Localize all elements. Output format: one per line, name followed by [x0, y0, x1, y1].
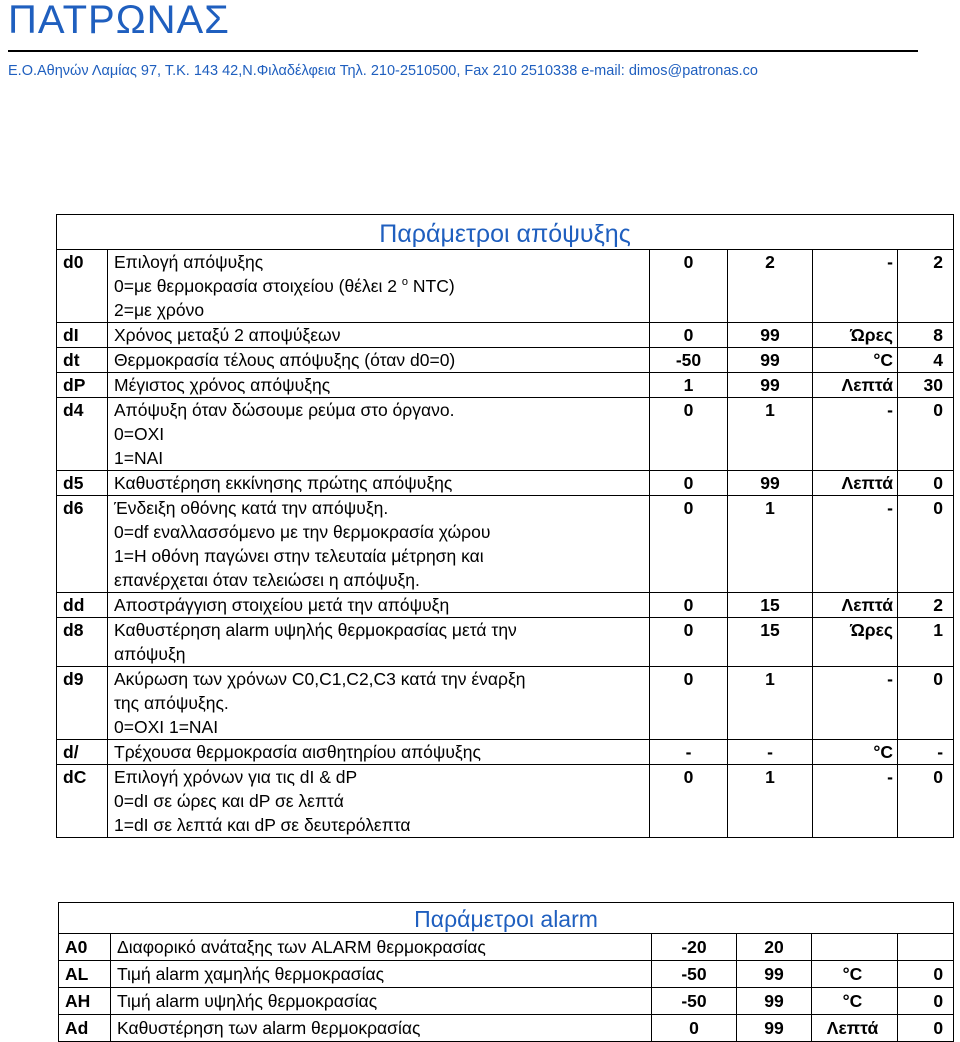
alarm-code: AL [59, 961, 111, 988]
param-max: 99 [728, 373, 813, 398]
param-description [108, 496, 650, 593]
param-max: 99 [728, 348, 813, 373]
description-line: Καθυστέρηση εκκίνησης πρώτης απόψυξης [114, 473, 453, 493]
param-code: d/ [57, 740, 108, 765]
description-line: 0=ΟΧΙ [114, 424, 165, 444]
param-description [108, 348, 650, 373]
description-line: Τρέχουσα θερμοκρασία αισθητηρίου απόψυξης [114, 742, 481, 762]
alarm-min: -50 [652, 988, 737, 1015]
alarm-unit: °C [812, 961, 898, 988]
alarm-max: 99 [737, 1015, 812, 1042]
alarm-max: 99 [737, 988, 812, 1015]
param-max: 1 [728, 667, 813, 740]
description-line: Ακύρωση των χρόνων C0,C1,C2,C3 κατά την έναρξη [114, 669, 526, 689]
param-default: 4 [898, 348, 954, 373]
param-description [108, 667, 650, 740]
alarm-code: Ad [59, 1015, 111, 1042]
param-code: d4 [57, 398, 108, 471]
description-line: 1=ΝΑΙ [114, 448, 164, 468]
table-row [57, 373, 954, 398]
param-default: 0 [898, 667, 954, 740]
description-line: 0=df εναλλασσόμενο με την θερμοκρασία χώρου [114, 522, 491, 542]
param-min: -50 [650, 348, 728, 373]
table-row [59, 988, 954, 1015]
table-row [57, 250, 954, 323]
description-line: Επιλογή απόψυξης [114, 252, 264, 272]
table-row [57, 593, 954, 618]
param-default: 0 [898, 398, 954, 471]
description-line: Απόψυξη όταν δώσουμε ρεύμα στο όργανο. [114, 400, 455, 420]
alarm-unit: °C [812, 988, 898, 1015]
alarm-description: Καθυστέρηση των alarm θερμοκρασίας [111, 1015, 652, 1042]
header-rule [8, 50, 918, 52]
table-row [57, 618, 954, 667]
param-description [108, 593, 650, 618]
description-line: επανέρχεται όταν τελειώσει η απόψυξη. [114, 570, 420, 590]
description-line: 0=dI σε ώρες και dP σε λεπτά [114, 791, 344, 811]
param-unit: Ώρες [813, 618, 898, 667]
param-unit: °C [813, 740, 898, 765]
alarm-min: -50 [652, 961, 737, 988]
table-row [57, 323, 954, 348]
param-code: d9 [57, 667, 108, 740]
table-row [57, 765, 954, 838]
param-default: 0 [898, 496, 954, 593]
alarm-default: 0 [898, 988, 954, 1015]
param-max: 2 [728, 250, 813, 323]
table-row [57, 496, 954, 593]
param-unit: Λεπτά [813, 471, 898, 496]
table-row [59, 961, 954, 988]
contact-line: Ε.Ο.Αθηνών Λαμίας 97, Τ.Κ. 143 42,Ν.Φιλαδέλφεια Τηλ. 210-2510500, Fax 210 2510338 e-mail: dimos@patronas.co [8, 63, 758, 79]
description-line: Καθυστέρηση alarm υψηλής θερμοκρασίας μετά την [114, 620, 517, 640]
description-line: 1=Η οθόνη παγώνει στην τελευταία μέτρηση και [114, 546, 484, 566]
param-default: 2 [898, 593, 954, 618]
param-unit: Λεπτά [813, 373, 898, 398]
table-row [59, 934, 954, 961]
param-unit: °C [813, 348, 898, 373]
param-max: 99 [728, 323, 813, 348]
param-code: dC [57, 765, 108, 838]
table-row [59, 1015, 954, 1042]
param-code: dP [57, 373, 108, 398]
description-line: 1=dI σε λεπτά και dP σε δευτερόλεπτα [114, 815, 411, 835]
param-default: 0 [898, 765, 954, 838]
param-default: - [898, 740, 954, 765]
param-description [108, 471, 650, 496]
param-default: 8 [898, 323, 954, 348]
param-min: - [650, 740, 728, 765]
param-code: d8 [57, 618, 108, 667]
param-min: 0 [650, 667, 728, 740]
table-row [57, 398, 954, 471]
alarm-unit: Λεπτά [812, 1015, 898, 1042]
alarm-description: Τιμή alarm υψηλής θερμοκρασίας [111, 988, 652, 1015]
alarm-min: 0 [652, 1015, 737, 1042]
param-unit: - [813, 667, 898, 740]
param-unit: - [813, 250, 898, 323]
param-max: 99 [728, 471, 813, 496]
param-max: 15 [728, 593, 813, 618]
table-row [57, 471, 954, 496]
param-unit: - [813, 398, 898, 471]
description-line: 0=με θερμοκρασία στοιχείου (θέλει 2 $^o$ NTC) [114, 276, 455, 296]
param-max: 1 [728, 398, 813, 471]
alarm-description: Τιμή alarm χαμηλής θερμοκρασίας [111, 961, 652, 988]
param-unit: Ώρες [813, 323, 898, 348]
param-code: d6 [57, 496, 108, 593]
param-description [108, 250, 650, 323]
defrost-title: Παράμετροι απόψυξης [57, 215, 954, 250]
param-description [108, 398, 650, 471]
description-line: της απόψυξης. [114, 693, 229, 713]
param-code: d0 [57, 250, 108, 323]
description-line: Επιλογή χρόνων για τις dI & dP [114, 767, 358, 787]
defrost-rows [57, 250, 954, 838]
param-min: 0 [650, 593, 728, 618]
param-description [108, 740, 650, 765]
alarm-rows [59, 934, 954, 1042]
alarm-title: Παράμετροι alarm [59, 903, 954, 934]
param-min: 0 [650, 471, 728, 496]
defrost-parameters-table [56, 214, 954, 838]
param-description [108, 618, 650, 667]
param-code: dt [57, 348, 108, 373]
description-line: Χρόνος μεταξύ 2 αποψύξεων [114, 325, 341, 345]
param-max: 1 [728, 765, 813, 838]
description-line: απόψυξη [114, 644, 186, 664]
param-max: - [728, 740, 813, 765]
param-min: 0 [650, 496, 728, 593]
param-description [108, 765, 650, 838]
param-min: 0 [650, 765, 728, 838]
param-min: 0 [650, 250, 728, 323]
description-line: Ένδειξη οθόνης κατά την απόψυξη. [114, 498, 389, 518]
param-min: 0 [650, 323, 728, 348]
param-description [108, 373, 650, 398]
description-line: Θερμοκρασία τέλους απόψυξης (όταν d0=0) [114, 350, 456, 370]
alarm-default: 0 [898, 1015, 954, 1042]
alarm-description: Διαφορικό ανάταξης των ALARM θερμοκρασίας [111, 934, 652, 961]
alarm-default [898, 934, 954, 961]
alarm-unit [812, 934, 898, 961]
alarm-min: -20 [652, 934, 737, 961]
param-max: 15 [728, 618, 813, 667]
param-unit: - [813, 496, 898, 593]
param-default: 0 [898, 471, 954, 496]
param-min: 0 [650, 398, 728, 471]
alarm-code: AH [59, 988, 111, 1015]
param-default: 2 [898, 250, 954, 323]
table-row [57, 348, 954, 373]
alarm-max: 99 [737, 961, 812, 988]
table-row [57, 667, 954, 740]
param-code: d5 [57, 471, 108, 496]
description-line: 2=με χρόνο [114, 300, 205, 320]
description-line: Μέγιστος χρόνος απόψυξης [114, 375, 331, 395]
param-description [108, 323, 650, 348]
param-code: dI [57, 323, 108, 348]
table-row [57, 740, 954, 765]
param-min: 0 [650, 618, 728, 667]
company-logo-text: ΠΑΤΡΩΝΑΣ [8, 0, 230, 42]
alarm-parameters-table [58, 902, 954, 1042]
description-line: 0=ΟΧΙ 1=ΝΑΙ [114, 717, 219, 737]
param-unit: Λεπτά [813, 593, 898, 618]
param-code: dd [57, 593, 108, 618]
param-min: 1 [650, 373, 728, 398]
param-unit: - [813, 765, 898, 838]
alarm-code: A0 [59, 934, 111, 961]
param-max: 1 [728, 496, 813, 593]
param-default: 30 [898, 373, 954, 398]
alarm-max: 20 [737, 934, 812, 961]
alarm-default: 0 [898, 961, 954, 988]
description-line: Αποστράγγιση στοιχείου μετά την απόψυξη [114, 595, 450, 615]
param-default: 1 [898, 618, 954, 667]
